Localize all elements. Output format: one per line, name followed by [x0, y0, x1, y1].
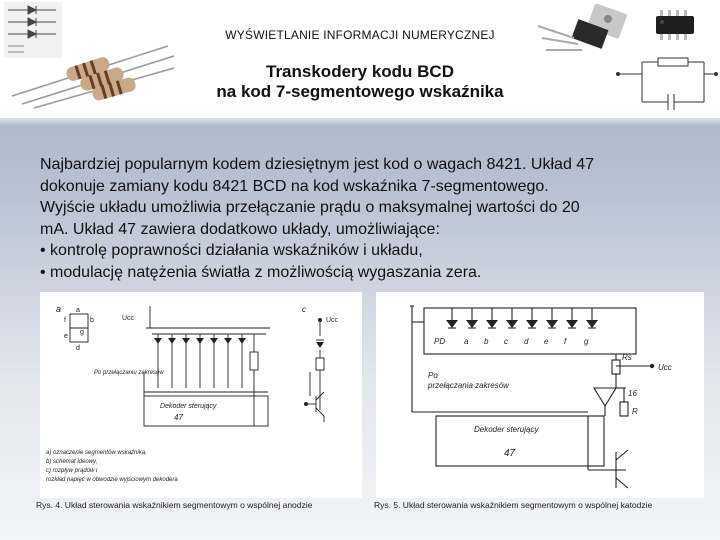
body-text: [40, 154, 690, 284]
right-segment-label: b: [484, 337, 489, 346]
slide-title-line2: na kod 7-segmentowego wskaźnika: [216, 82, 504, 101]
right-label-pd: PD: [434, 337, 446, 346]
figure-common-cathode: [376, 292, 704, 498]
body-line: dokonuje zamiany kodu 8421 BCD na kod wskaźnika 7-segmentowego.: [40, 177, 549, 195]
right-label-rs: Rs: [622, 353, 632, 362]
left-legend-line: b) schemat ideowy,: [46, 459, 98, 465]
right-label-ucc: Ucc: [658, 363, 672, 372]
rc-circuit-illustration: [612, 52, 718, 116]
right-label-47: 47: [504, 448, 516, 459]
common-cathode-schematic: [376, 292, 704, 498]
resistors-illustration: [8, 40, 176, 110]
right-label-dekoder: Dekoder sterujący: [474, 425, 539, 434]
left-legend-line: rozkład napięć w obwodzie wyjściowym dekodera: [46, 477, 178, 483]
left-label-a-corner: a: [76, 307, 80, 314]
right-segment-label: g: [584, 337, 589, 346]
body-line: • modulację natężenia światła z możliwością wygaszania zera.: [40, 263, 482, 281]
left-legend-line: c) rozpływ prądów i: [46, 468, 98, 474]
left-label-ucc2: Ucc: [326, 317, 339, 324]
right-segment-label: f: [564, 337, 567, 346]
right-segment-label: d: [524, 337, 529, 346]
right-label-po: Po: [428, 371, 438, 380]
right-label-r: R: [632, 407, 638, 416]
right-segment-label: a: [464, 337, 469, 346]
right-segment-label: e: [544, 337, 549, 346]
left-label-dekoder: Dekoder sterujący: [160, 403, 217, 410]
left-legend-line: a) oznaczenie segmentów wskaźnika,: [46, 450, 147, 456]
figure-common-anode: [40, 292, 362, 498]
slide-title: [170, 62, 550, 102]
ic-chip-illustration: [654, 10, 698, 40]
slide-title-line1: Transkodery kodu BCD: [266, 62, 454, 81]
left-label-d: d: [76, 345, 80, 352]
right-label-16: 16: [628, 389, 637, 398]
left-label-po: Po przełączaniu zakresów: [94, 370, 164, 376]
caption-figure-5: Rys. 5. Układ sterowania wskaźnikiem segmentowym o wspólnej katodzie: [374, 500, 653, 510]
left-label-ucc: Ucc: [122, 315, 135, 322]
banner-title: WYŚWIETLANIE INFORMACJI NUMERYCZNEJ: [225, 28, 495, 42]
left-label-b: b: [90, 317, 94, 324]
left-label-47: 47: [174, 413, 183, 422]
body-line: • kontrolę poprawności działania wskaźników i układu,: [40, 242, 423, 260]
left-label-c: c: [302, 305, 306, 314]
left-label-e: e: [64, 333, 68, 340]
body-line: Najbardziej popularnym kodem dziesiętnym jest kod o wagach 8421. Układ 47: [40, 156, 595, 173]
common-anode-schematic: [40, 292, 362, 498]
left-label-g: g: [80, 329, 84, 336]
body-line: mA. Układ 47 zawiera dodatkowo układy, umożliwiające:: [40, 220, 440, 238]
caption-figure-4: Rys. 4. Układ sterowania wskaźnikiem segmentowym o wspólnej anodzie: [36, 500, 313, 510]
right-segment-label: c: [504, 337, 508, 346]
right-label-po2: przełączania zakresów: [428, 381, 509, 390]
left-label-a: a: [56, 304, 62, 314]
left-label-f: f: [64, 317, 66, 324]
body-line: Wyjście układu umożliwia przełączanie prądu o maksymalnej wartości do 20: [40, 199, 580, 217]
